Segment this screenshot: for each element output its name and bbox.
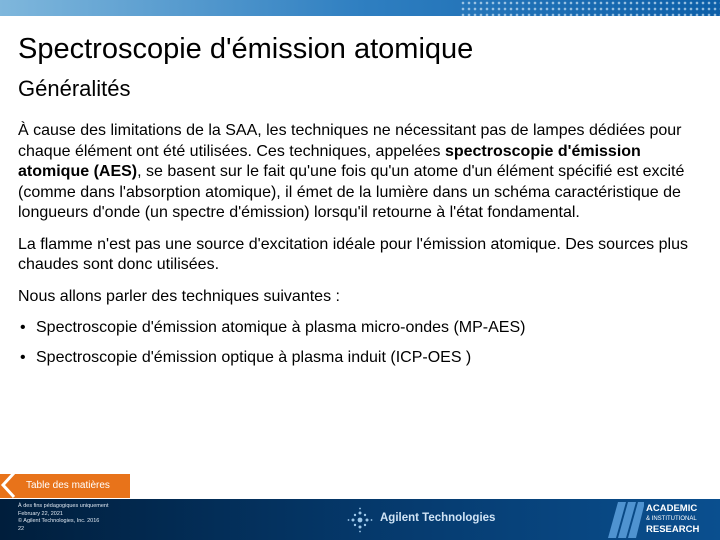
- academic-research-logo: [604, 500, 720, 540]
- header-dot-pattern: [460, 0, 720, 16]
- footer-line: À des fins pédagogiques uniquement: [18, 503, 109, 509]
- list-item: • Spectroscopie d'émission optique à plasma induit (ICP-OES ): [18, 348, 703, 369]
- footer-info: [18, 503, 109, 533]
- agilent-spark-icon: [346, 506, 374, 534]
- table-of-contents-label: Table des matières: [26, 480, 110, 491]
- agilent-logo: [346, 506, 496, 532]
- paragraph-intro: [18, 121, 703, 224]
- technique-list: [18, 318, 703, 368]
- table-of-contents-button[interactable]: [0, 474, 130, 498]
- slide-title: Spectroscopie d'émission atomique: [18, 33, 474, 65]
- academic-stripes-icon: [604, 502, 644, 538]
- paragraph-flame: La flamme n'est pas une source d'excitation idéale pour l'émission atomique. Des sources plus chaudes sont donc utilisées.: [18, 235, 688, 273]
- footer-line: © Agilent Technologies, Inc. 2016: [18, 518, 100, 524]
- footer-line: February 22, 2021: [18, 510, 63, 517]
- agilent-brand-name: Agilent Technologies: [380, 512, 496, 524]
- academic-line-2: & INSTITUTIONAL: [646, 516, 697, 522]
- paragraph-intro-start: À cause des limitations de la SAA, les techniques ne nécessitant pas de lampes dédiées pour chaque élément ont été utilisées. Ces techniques, appelées: [18, 122, 682, 160]
- paragraph-techniques: Nous allons parler des techniques suivantes :: [18, 287, 340, 305]
- chevron-left-icon: [0, 470, 20, 500]
- footer-line: 22: [18, 525, 25, 532]
- academic-line-3: RESEARCH: [646, 524, 700, 535]
- academic-line-1: ACADEMIC: [646, 503, 698, 514]
- list-item: • Spectroscopie d'émission atomique à plasma micro-ondes (MP-AES): [18, 318, 703, 339]
- slide-subtitle: Généralités: [18, 76, 131, 101]
- header-band: [0, 0, 720, 16]
- paragraph-intro-end: , se basent sur le fait qu'une fois qu'un atome d'un élément spécifié est excité (comme dans l'absorption atomique), il émet de la lumière dans un schéma caractéristique de longueurs d'onde (un spectre d'émission) lorsqu'il retourne à l'état fondamental.: [18, 163, 685, 221]
- slide-content: [18, 121, 703, 377]
- paragraph-intro-bold: spectroscopie d'émission atomique (AES): [18, 142, 641, 180]
